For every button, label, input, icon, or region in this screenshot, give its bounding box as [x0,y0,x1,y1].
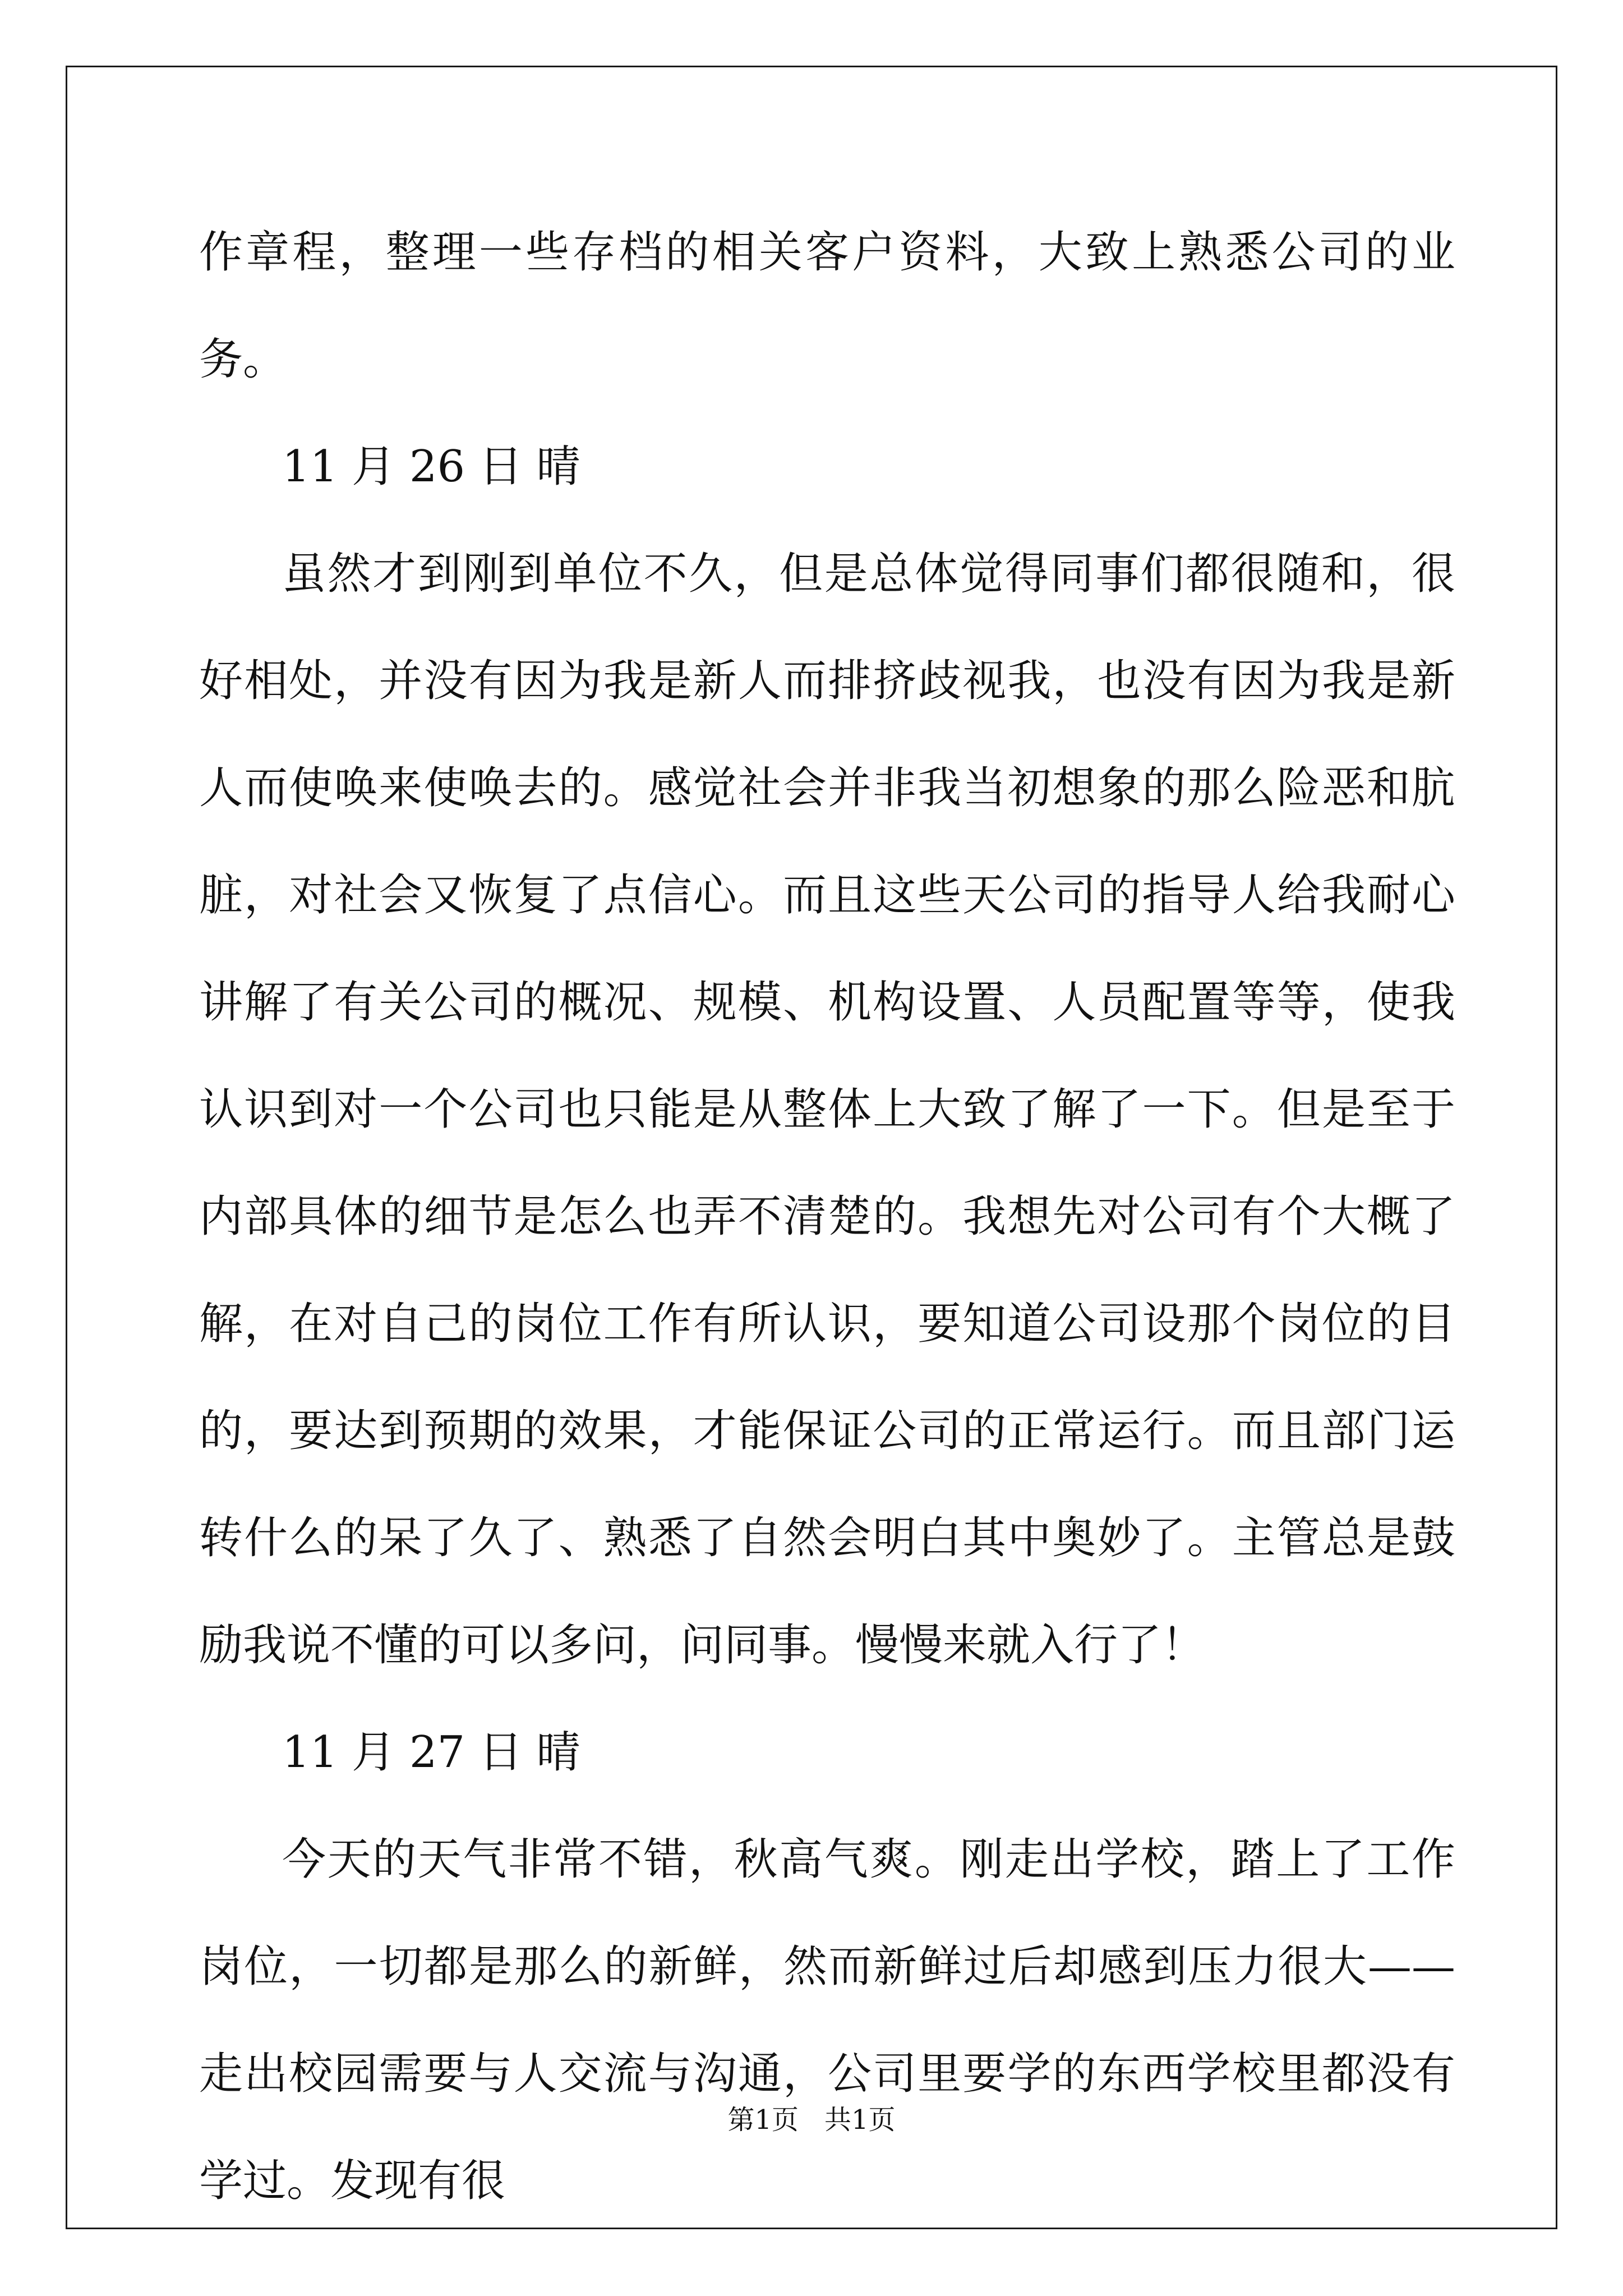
date-heading-nov-27: 11 月 27 日 晴 [282,1727,580,1778]
document-body [199,199,1455,2235]
page-total: 共1页 [824,2104,896,2136]
paragraph-nov-26: 虽然才到刚到单位不久，但是总体觉得同事们都很随和，很好相处，并没有因为我是新人而排挤歧视我，也没有因为我是新人而使唤来使唤去的。感觉社会并非我当初想象的那么险恶和肮脏，对社会又恢复了点信心。而且这些天公司的指导人给我耐心讲解了有关公司的概况、规模、机构设置、人员配置等等，使我认识到对一个公司也只能是从整体上大致了解了一下。但是至于内部具体的细节是怎么也弄不清楚的。我想先对公司有个大概了解，在对自己的岗位工作有所认识，要知道公司设那个岗位的目的，要达到预期的效果，才能保证公司的正常运行。而且部门运转什么的呆了久了、熟悉了自然会明白其中奥妙了。主管总是鼓励我说不懂的可以多问，问同事。慢慢来就入行了！ [199,549,1455,1671]
paragraph-continuation: 作章程，整理一些存档的相关客户资料，大致上熟悉公司的业务。 [199,227,1455,385]
date-heading-nov-26: 11 月 26 日 晴 [282,441,580,492]
page-number: 第1页 [727,2104,799,2136]
page-footer [0,2098,1623,2137]
paragraph-nov-27: 今天的天气非常不错，秋高气爽。刚走出学校，踏上了工作岗位，一切都是那么的新鲜，然而新鲜过后却感到压力很大——走出校园需要与人交流与沟通，公司里要学的东西学校里都没有学过。发现有很 [199,1834,1455,2206]
